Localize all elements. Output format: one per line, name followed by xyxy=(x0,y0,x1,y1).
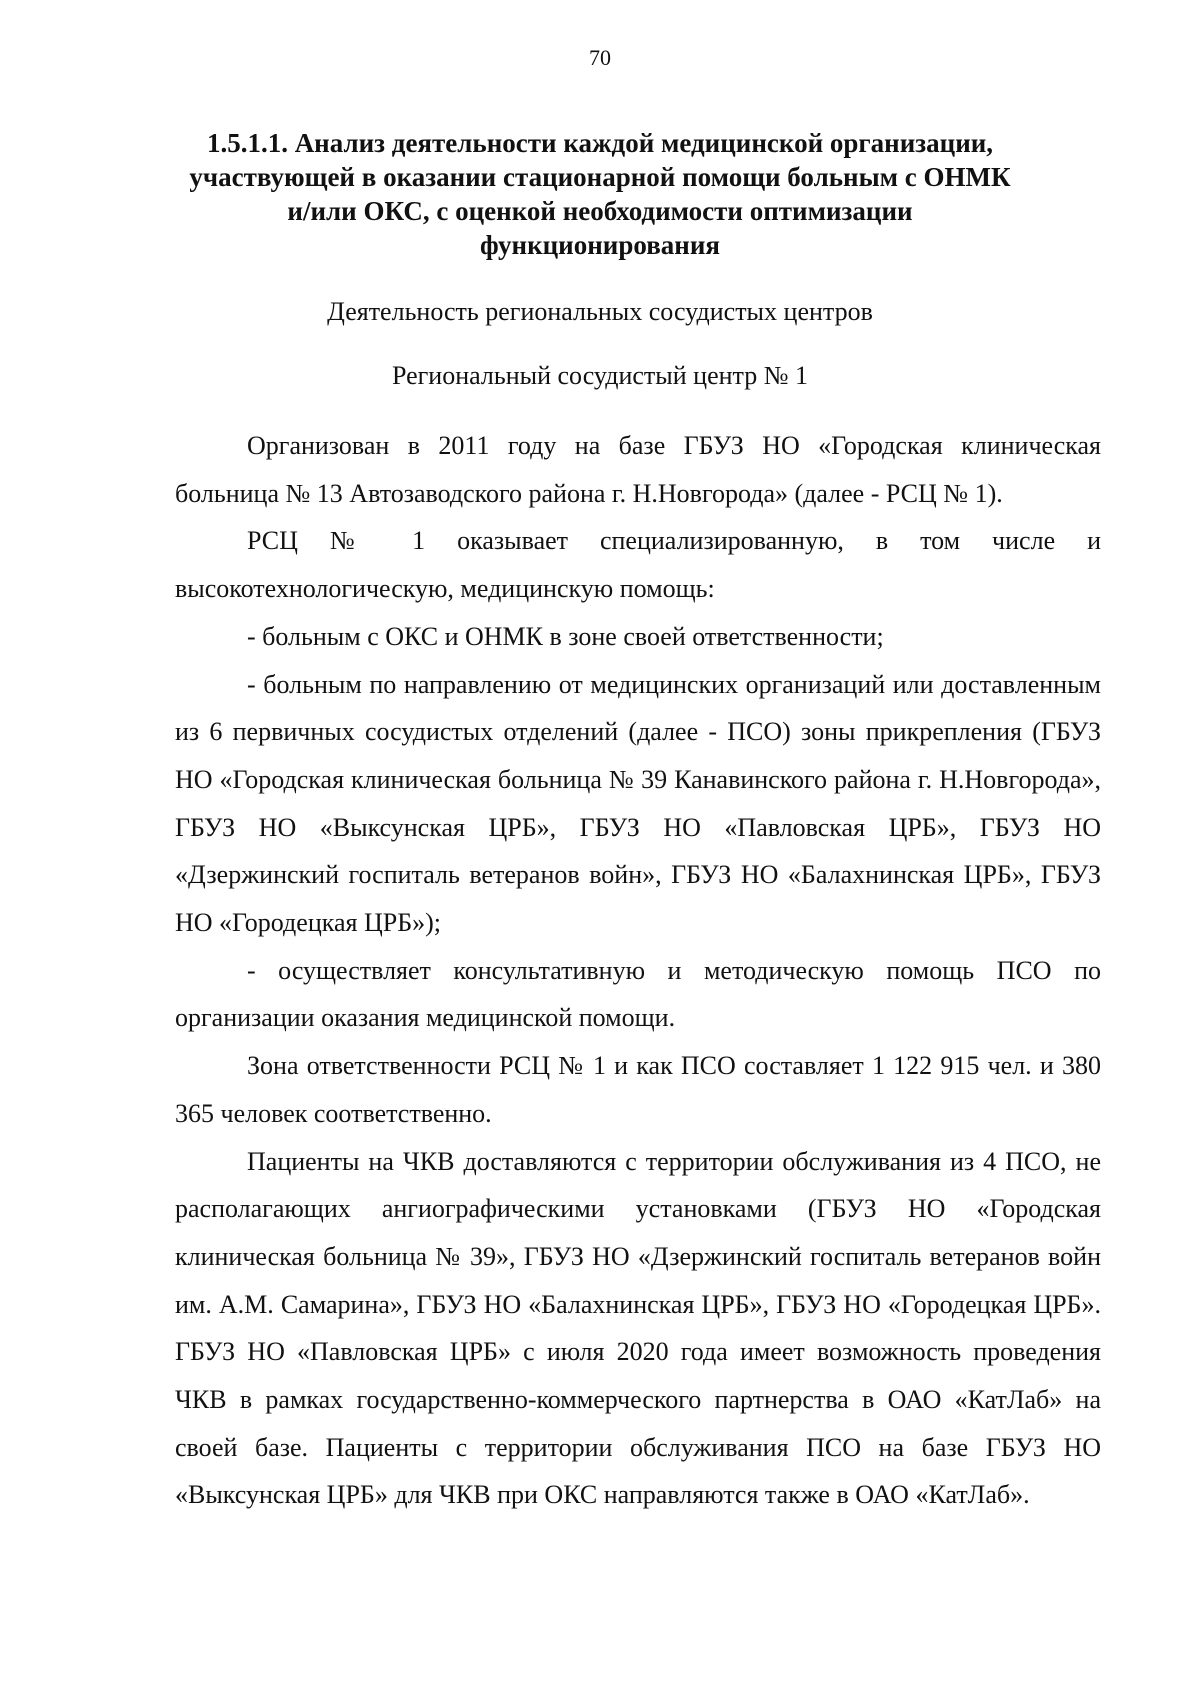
section-heading-line: и/или ОКС, с оценкой необходимости оптимизации xyxy=(287,196,913,226)
paragraph: РСЦ № 1 оказывает специализированную, в том числе и высокотехнологическую, медицинскую помощь: xyxy=(175,526,1101,604)
paragraph: Пациенты на ЧКВ доставляются с территории обслуживания из 4 ПСО, не располагающих ангиографическими установками (ГБУЗ НО «Городская клиническая больница № 39», ГБУЗ НО «Дзержинский госпиталь ветеранов войн им. А.М. Самарина», ГБУЗ НО «Балахнинская ЦРБ», ГБУЗ НО «Городецкая ЦРБ». ГБУЗ НО «Павловская ЦРБ» с июля 2020 года имеет возможность проведения ЧКВ в рамках государственно-коммерческого партнерства в ОАО «КатЛаб» на своей базе. Пациенты с территории обслуживания ПСО на базе ГБУЗ НО «Выксунская ЦРБ» для ЧКВ при ОКС направляются также в ОАО «КатЛаб». xyxy=(175,1146,1101,1510)
paragraph: Зона ответственности РСЦ № 1 и как ПСО составляет 1 122 915 чел. и 380 365 человек соответственно. xyxy=(175,1051,1101,1128)
list-item: - осуществляет консультативную и методическую помощь ПСО по организации оказания медицинской помощи. xyxy=(175,955,1101,1033)
list-item: - больным по направлению от медицинских организаций или доставленным из 6 первичных сосудистых отделений (далее - ПСО) зоны прикрепления (ГБУЗ НО «Городская клиническая больница № 39 Канавинского района г. Н.Новгорода», ГБУЗ НО «Выксунская ЦРБ», ГБУЗ НО «Павловская ЦРБ», ГБУЗ НО «Дзержинский госпиталь ветеранов войн», ГБУЗ НО «Балахнинская ЦРБ», ГБУЗ НО «Городецкая ЦРБ»); xyxy=(175,669,1101,938)
list-item: - больным с ОКС и ОНМК в зоне своей ответственности; xyxy=(247,621,884,651)
body-text xyxy=(175,422,1101,1519)
section-heading-line: функционирования xyxy=(480,230,720,260)
subheading-center-1: Региональный сосудистый центр № 1 xyxy=(391,361,809,390)
section-heading-line: 1.5.1.1. Анализ деятельности каждой медицинской организации, xyxy=(206,128,994,158)
subheading-regional-centers: Деятельность региональных сосудистых центров xyxy=(327,297,873,326)
section-heading xyxy=(175,126,1025,262)
page-number: 70 xyxy=(589,45,611,70)
section-heading-line: участвующей в оказании стационарной помощи больным с ОНМК xyxy=(189,162,1011,192)
paragraph: Организован в 2011 году на базе ГБУЗ НО «Городская клиническая больница № 13 Автозаводского района г. Н.Новгорода» (далее - РСЦ № 1). xyxy=(175,431,1101,508)
